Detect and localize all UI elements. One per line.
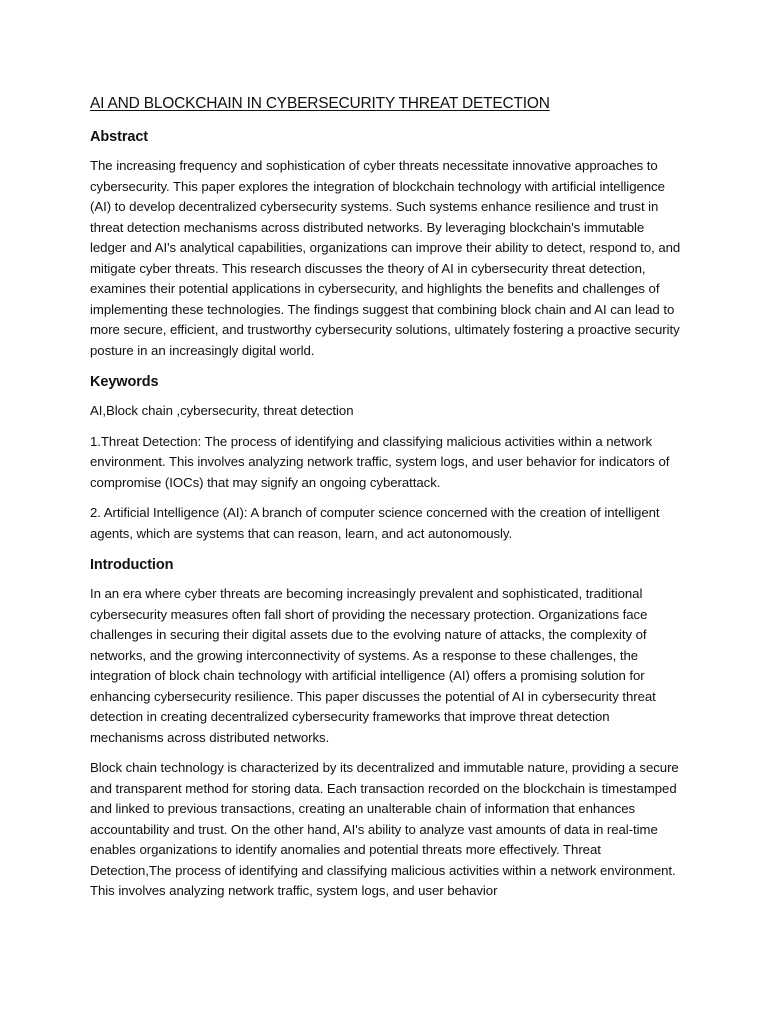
definition-threat-detection: 1.Threat Detection: The process of identifying and classifying malicious activities within a network environment. This involves analyzing network traffic, system logs, and user behavior for indicators of compromise (IOCs) that may signify an ongoing cyberattack.: [90, 433, 670, 490]
definition-artificial-intelligence: 2. Artificial Intelligence (AI): A branch of computer science concerned with the creation of intelligent agents, which are systems that can reason, learn, and act autonomously.: [90, 505, 660, 541]
document-page: [90, 92, 682, 912]
introduction-paragraph-1: In an era where cyber threats are becoming increasingly prevalent and sophisticated, traditional cybersecurity measures often fall short of providing the necessary protection. Organizations face challenges in securing their digital assets due to the evolving nature of attacks, the complexity of networks, and the growing interconnectivity of systems. As a response to these challenges, the integration of block chain technology with artificial intelligence (AI) offers a promising solution for enhancing cybersecurity resilience. This paper discusses the potential of AI in cybersecurity threat detection in creating decentralized cybersecurity frameworks that improve threat detection mechanisms across distributed networks.: [90, 586, 656, 745]
document-title: AI AND BLOCKCHAIN IN CYBERSECURITY THREAT DETECTION: [90, 95, 550, 112]
keywords-paragraph: AI,Block chain ,cybersecurity, threat detection: [90, 403, 354, 418]
keywords-heading: Keywords: [90, 374, 159, 390]
introduction-heading: Introduction: [90, 557, 174, 573]
abstract-paragraph: The increasing frequency and sophistication of cyber threats necessitate innovative approaches to cybersecurity. This paper explores the integration of blockchain technology with artificial intelligence (AI) to develop decentralized cybersecurity systems. Such systems enhance resilience and trust in threat detection mechanisms across distributed networks. By leveraging blockchain's immutable ledger and AI's analytical capabilities, organizations can improve their ability to detect, respond to, and mitigate cyber threats. This research discusses the theory of AI in cybersecurity threat detection, examines their potential applications in cybersecurity, and highlights the benefits and challenges of implementing these technologies. The findings suggest that combining block chain and AI can lead to more secure, efficient, and trustworthy cybersecurity solutions, ultimately fostering a proactive security posture in an increasingly digital world.: [90, 158, 681, 358]
introduction-paragraph-2: Block chain technology is characterized by its decentralized and immutable nature, providing a secure and transparent method for storing data. Each transaction recorded on the blockchain is timestamped and linked to previous transactions, creating an unalterable chain of information that enhances accountability and trust. On the other hand, AI's ability to analyze vast amounts of data in real-time enables organizations to identify anomalies and potential threats more effectively. Threat Detection,The process of identifying and classifying malicious activities within a network environment. This involves analyzing network traffic, system logs, and user behavior: [90, 760, 679, 898]
abstract-heading: Abstract: [90, 129, 149, 145]
